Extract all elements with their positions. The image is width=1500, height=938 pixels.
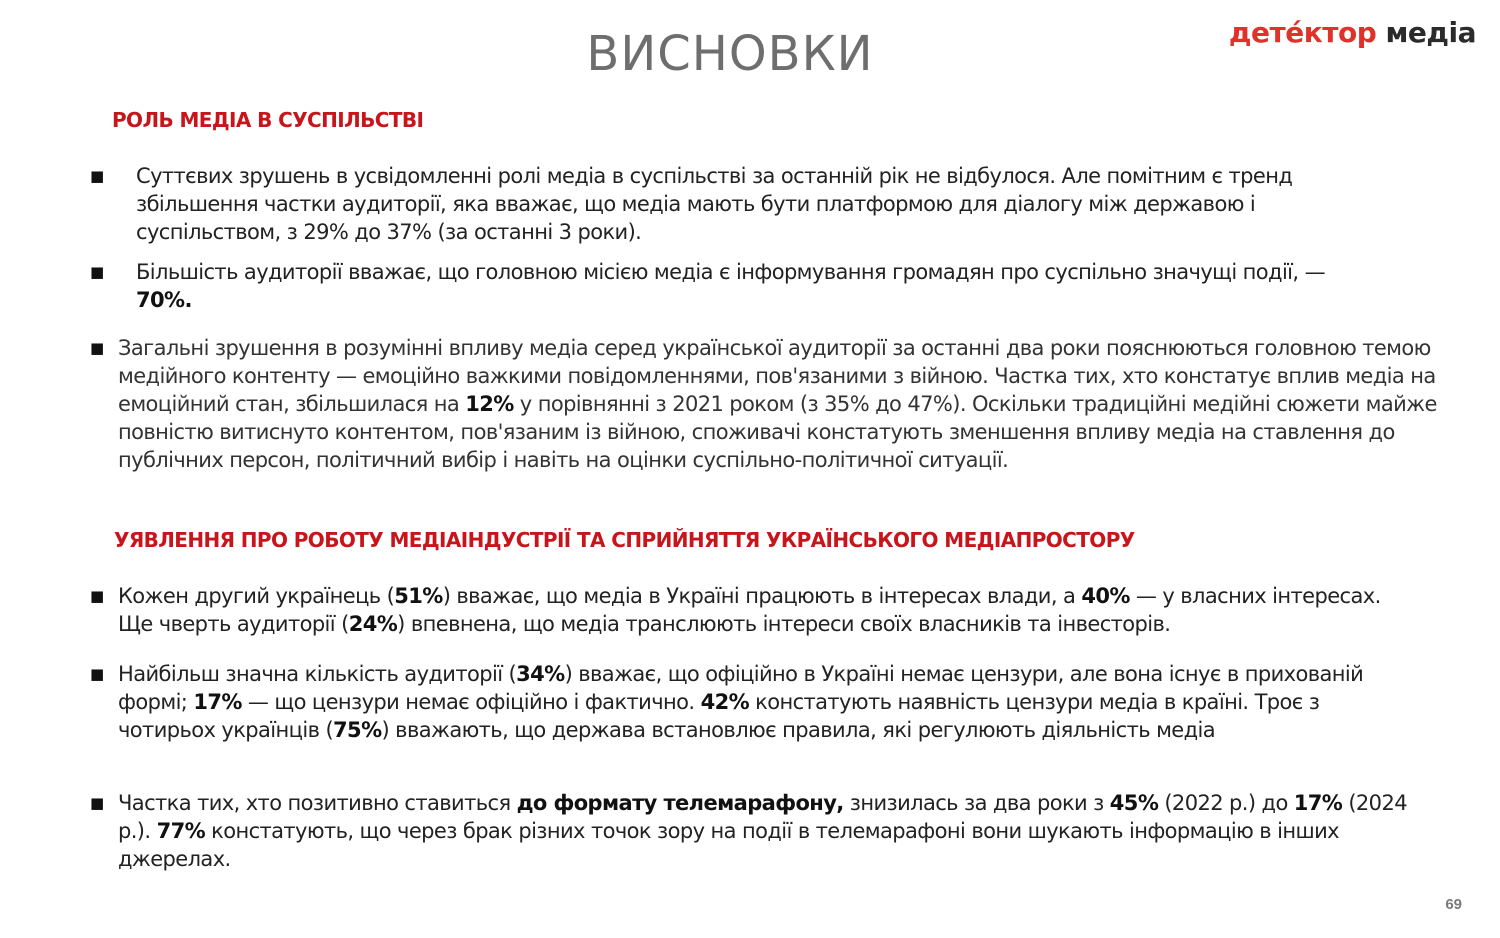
bullet-marker: ■	[90, 167, 104, 185]
bold-fragment: 34%	[516, 662, 565, 686]
bullet-marker: ■	[90, 587, 104, 605]
bullet-marker: ■	[90, 339, 104, 357]
list-item	[90, 789, 1418, 873]
bold-fragment: 24%	[348, 612, 398, 636]
bold-fragment: 42%	[700, 690, 750, 714]
text-fragment: у порівнянні з 2021 роком (з 35% до 47%). Оскільки традиційні медійні сюжети майже повністю витиснуто контентом, пов'язаним із війною, споживачі констатують зменшення впливу медіа на ставлення до публічних персон, політичний вибір і навіть на оцінки суспільно-політичної ситуації.	[118, 392, 1437, 472]
list-item	[90, 582, 1418, 638]
text-fragment: — у власних інтересах. Ще чверть аудиторії (	[118, 584, 1381, 636]
page-number: 69	[1445, 896, 1462, 913]
logo-part-dark: медіа	[1385, 16, 1476, 49]
text-fragment: Більшість аудиторії вважає, що головною місією медіа є інформування громадян про суспільно значущі події, —	[136, 260, 1325, 284]
text-fragment: ) впевнена, що медіа транслюють інтереси своїх власників та інвесторів.	[397, 612, 1171, 636]
list-item	[90, 258, 1376, 314]
text-fragment: (2024 р.).	[118, 791, 1407, 843]
text-fragment: Загальні зрушення в розумінні впливу медіа серед української аудиторії за останні два роки пояснюються головною темою медійного контенту — емоційно важкими повідомленнями, пов'язаними з війною. Частка тих, хто констатує вплив медіа на емоційний стан, збільшилася на	[118, 336, 1436, 416]
section-heading-media-industry: УЯВЛЕННЯ ПРО РОБОТУ МЕДІАІНДУСТРІЇ ТА СПРИЙНЯТТЯ УКРАЇНСЬКОГО МЕДІАПРОСТОРУ	[114, 528, 1135, 552]
bold-fragment: 40%	[1081, 584, 1130, 608]
bold-fragment: 17%	[193, 690, 242, 714]
bold-fragment: 17%	[1293, 791, 1343, 815]
text-fragment: ) вважає, що медіа в Україні працюють в інтересах влади, а	[442, 584, 1082, 608]
bullet-text	[118, 791, 1407, 871]
logo	[1229, 16, 1476, 49]
text-fragment: знизилась за два роки з	[843, 791, 1110, 815]
bullet-marker: ■	[90, 665, 104, 683]
text-fragment: Кожен другий українець (	[118, 584, 395, 608]
bullet-text	[118, 336, 1437, 472]
text-fragment: Найбільш значна кількість аудиторії (	[118, 662, 517, 686]
text-fragment: — що цензури немає офіційно і фактично.	[241, 690, 701, 714]
text-fragment: ) вважають, що держава встановлює правила, які регулюють діяльність медіа	[381, 718, 1216, 742]
bold-fragment: 45%	[1109, 791, 1159, 815]
bullet-text	[136, 164, 1292, 244]
text-fragment: (2022 р.) до	[1158, 791, 1294, 815]
text-fragment: Частка тих, хто позитивно ставиться	[118, 791, 517, 815]
text-fragment: констатують, що через брак різних точок зору на події в телемарафоні вони шукають інформацію в інших джерелах.	[118, 819, 1339, 871]
section-heading-media-role: РОЛЬ МЕДІА В СУСПІЛЬСТВІ	[112, 108, 424, 132]
bold-fragment: 70%.	[136, 288, 192, 312]
bullet-text	[118, 584, 1381, 636]
bullet-marker: ■	[90, 794, 104, 812]
page-title: ВИСНОВКИ	[586, 26, 874, 82]
bullet-text	[118, 662, 1363, 742]
list-item	[90, 660, 1418, 744]
bullet-text	[136, 260, 1325, 312]
bold-fragment: 75%	[333, 718, 382, 742]
bullet-marker: ■	[90, 263, 104, 281]
list-item	[90, 162, 1376, 246]
bold-fragment: до формату телемарафону,	[516, 791, 844, 815]
bold-fragment: 12%	[465, 392, 514, 416]
bold-fragment: 51%	[394, 584, 443, 608]
text-fragment: констатують наявність цензури медіа в країні. Троє з чотирьох українців (	[118, 690, 1320, 742]
logo-part-red: детéктор	[1228, 16, 1377, 49]
bold-fragment: 77%	[156, 819, 206, 843]
text-fragment: Суттєвих зрушень в усвідомленні ролі медіа в суспільстві за останній рік не відбулося. Але помітним є тренд збільшення частки аудиторії, яка вважає, що медіа мають бути платформою для діалогу між державою і суспільством, з 29% до 37% (за останні 3 роки).	[136, 164, 1293, 244]
text-fragment: ) вважає, що офіційно в Україні немає цензури, але вона існує в прихованій формі;	[118, 662, 1364, 714]
list-item	[90, 334, 1448, 474]
